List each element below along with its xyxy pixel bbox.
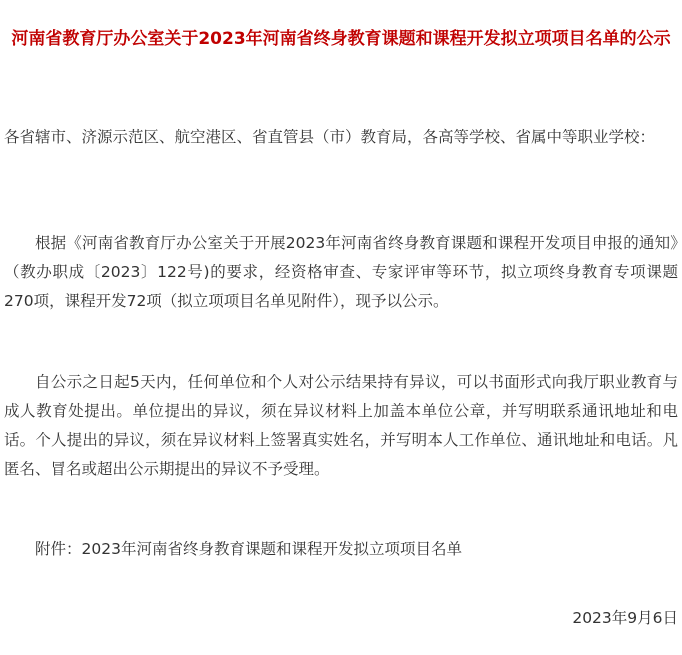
issue-date: 2023年9月6日 <box>572 609 678 627</box>
attachment-line: 附件：2023年河南省终身教育课题和课程开发拟立项项目名单 <box>35 540 462 558</box>
paragraph-objection-rules: 自公示之日起5天内，任何单位和个人对公示结果持有异议，可以书面形式向我厅职业教育与成人教育处提出。单位提出的异议，须在异议材料上加盖本单位公章，并写明联系通讯地址和电话。个人提出的异议，须在异议材料上签署真实姓名，并写明本人工作单位、通讯地址和电话。凡匿名、冒名或超出公示期提出的异议不予受理。 <box>4 373 678 478</box>
salutation: 各省辖市、济源示范区、航空港区、省直管县（市）教育局，各高等学校、省属中等职业学校： <box>4 128 656 146</box>
paragraph-background: 根据《河南省教育厅办公室关于开展2023年河南省终身教育课题和课程开发项目申报的通知》（教办职成〔2023〕122号)的要求，经资格审查、专家评审等环节，拟立项终身教育专项课题270项，课程开发72项（拟立项项目名单见附件），现予以公示。 <box>4 234 678 310</box>
notice-title: 河南省教育厅办公室关于2023年河南省终身教育课题和课程开发拟立项项目名单的公示 <box>11 29 671 49</box>
